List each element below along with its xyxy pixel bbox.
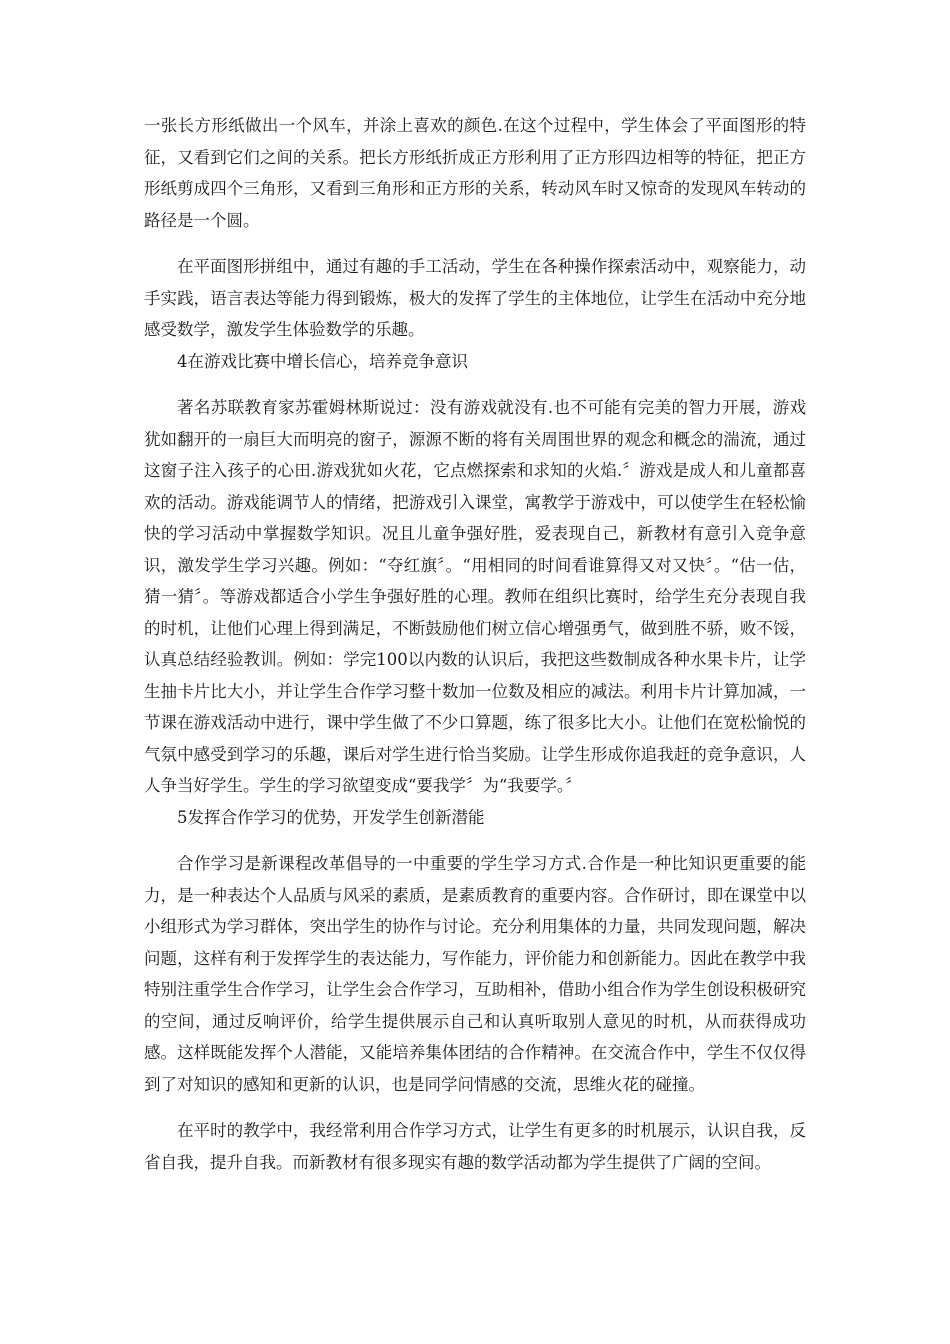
section-heading-5: 5发挥合作学习的优势，开发学生创新潜能 [177, 807, 485, 827]
paragraph-cooperative-learning: 合作学习是新课程改革倡导的一中重要的学生学习方式.合作是一种比知识更重要的能力，是一种表达个人品质与风采的素质，是素质教育的重要内容。合作研讨，即在课堂中以小组形式为学习群体，突出学生的协作与讨论。充分利用集体的力量，共同发现问题，解决问题，这样有利于发挥学生的表达能力，写作能力，评价能力和创新能力。因此在教学中我特别注重学生合作学习，让学生会合作学习，互助相补，借助小组合作为学生创设积极研究的空间，通过反响评价，给学生提供展示自己和认真听取别人意见的时机，从而获得成功感。这样既能发挥个人潜能，又能培养集体团结的合作精神。在交流合作中，学生不仅仅得到了对知识的感知和更新的认识，也是同学问情感的交流，思维火花的碰撞。 [144, 854, 806, 1094]
paragraph-shape-puzzle: 在平面图形拼组中，通过有趣的手工活动，学生在各种操作探索活动中，观察能力，动手实践，语言表达等能力得到锻炼，极大的发挥了学生的主体地位，让学生在活动中充分地感受数学，激发学生体验数学的乐趣。 [144, 257, 806, 339]
section-heading-4: 4在游戏比赛中增长信心，培养竞争意识 [177, 351, 468, 371]
document-page [144, 110, 806, 1178]
paragraph-games: 著名苏联教育家苏霍姆林斯说过：没有游戏就没有.也不可能有完美的智力开展，游戏犹如翻开的一扇巨大而明亮的窗子，源源不断的将有关周围世界的观念和概念的湍流，通过这窗子注入孩子的心田.游戏犹如火花，它点燃探索和求知的火焰.〞游戏是成人和儿童都喜欢的活动。游戏能调节人的情绪，把游戏引入课堂，寓教学于游戏中，可以使学生在轻松愉快的学习活动中掌握数学知识。况且儿童争强好胜，爱表现自己，新教材有意引入竞争意识，激发学生学习兴趣。例如：“夺红旗〞。“用相同的时间看谁算得又对又快〞。“估一估，猜一猜〞。等游戏都适合小学生争强好胜的心理。教师在组织比赛时，给学生充分表现自我的时机，让他们心理上得到满足，不断鼓励他们树立信心增强勇气，做到胜不骄，败不馁，认真总结经验教训。例如：学完100以内数的认识后，我把这些数制成各种水果卡片，让学生抽卡片比大小，并让学生合作学习整十数加一位数及相应的减法。利用卡片计算加减，一节课在游戏活动中进行，课中学生做了不少口算题，练了很多比大小。让他们在宽松愉悦的气氛中感受到学习的乐趣，课后对学生进行恰当奖励。让学生形成你追我赶的竞争意识，人人争当好学生。学生的学习欲望变成“要我学〞为“我要学。〞 [144, 398, 806, 795]
paragraph-windmill: 一张长方形纸做出一个风车，并涂上喜欢的颜色.在这个过程中，学生体会了平面图形的特征，又看到它们之间的关系。把长方形纸折成正方形利用了正方形四边相等的特征，把正方形纸剪成四个三角形，又看到三角形和正方形的关系，转动风车时又惊奇的发现风车转动的路径是一个圆。 [144, 116, 806, 230]
paragraph-daily-teaching: 在平时的教学中，我经常利用合作学习方式，让学生有更多的时机展示，认识自我，反省自我，提升自我。而新教材有很多现实有趣的数学活动都为学生提供了广阔的空间。 [144, 1121, 806, 1172]
